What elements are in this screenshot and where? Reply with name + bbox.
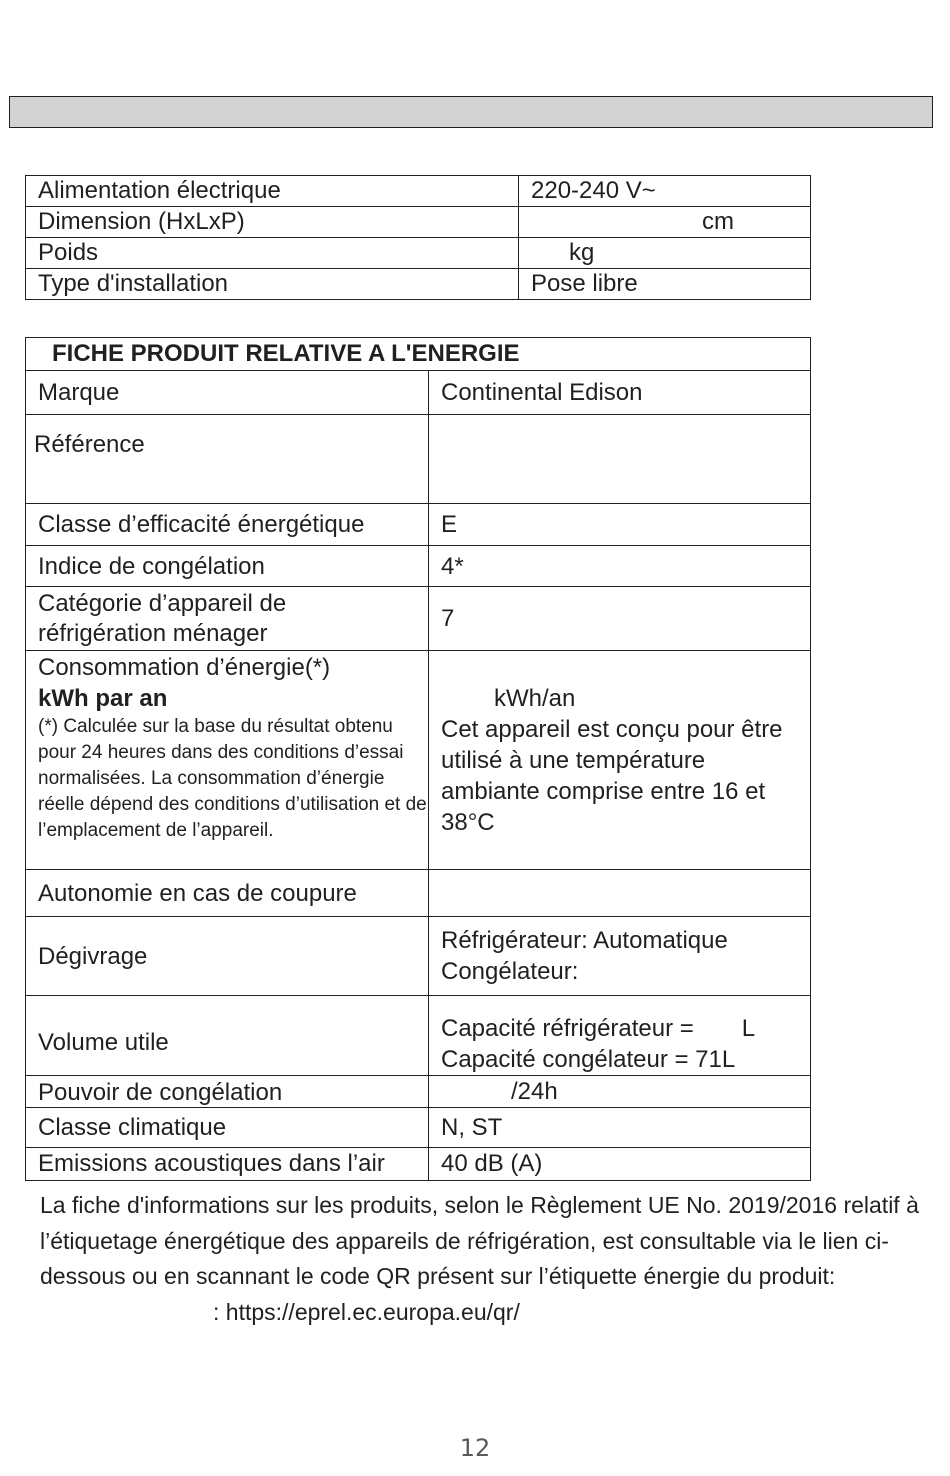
table-row [26,651,811,870]
table-row [26,546,811,587]
row-value: Continental Edison [429,371,811,415]
volume-freezer: Capacité congélateur = 71L [441,1046,736,1073]
row-label: Emissions acoustiques dans l’air [26,1148,429,1181]
table-row [26,587,811,651]
table-row [26,207,811,238]
row-label: Volume utile [26,996,429,1076]
row-value: N, ST [429,1108,811,1148]
row-label: Référence [26,415,429,504]
row-label: Autonomie en cas de coupure [26,870,429,917]
table-row [26,415,811,504]
table-row [26,1148,811,1181]
row-label [26,587,429,651]
table-row [26,371,811,415]
table-row [26,917,811,996]
table-row [26,870,811,917]
table-row [26,338,811,371]
spec-label: Poids [26,238,519,269]
specs-table [25,175,811,300]
row-label: Dégivrage [26,917,429,996]
temperature-note: Cet appareil est conçu pour être utilisé à une température ambiante comprise entre 16 et 38°C [441,716,783,836]
spec-value: kg [519,238,811,269]
eprel-link[interactable]: : https://eprel.ec.europa.eu/qr/ [213,1298,520,1325]
table-row [26,1108,811,1148]
eprel-paragraph: La fiche d'informations sur les produits, selon le Règlement UE No. 2019/2016 relatif à l’étiquetage énergétique des appareils de réfrigération, est consultable via le lien ci-dessous ou en scannant le code QR présent sur l’étiquette énergie du produit: [40,1192,919,1289]
volume-fridge-unit: L [741,1015,756,1042]
energy-sheet-table [25,337,811,1181]
row-label: Indice de congélation [26,546,429,587]
row-value [429,996,811,1076]
row-label: Pouvoir de congélation [26,1076,429,1108]
table-row [26,996,811,1076]
volume-fridge [441,1013,810,1044]
consumption-unit-label: kWh par an [38,685,168,712]
row-value: 4* [429,546,811,587]
row-value [429,415,811,504]
row-value: E [429,504,811,546]
consumption-value: kWh/an [494,685,576,712]
spec-value: 220-240 V~ [519,176,811,207]
table-row [26,269,811,300]
row-label: Marque [26,371,429,415]
row-value [429,870,811,917]
row-label: Classe climatique [26,1108,429,1148]
row-label [26,651,429,870]
eprel-info [40,1188,930,1330]
consumption-label: Consommation d’énergie(*) [38,654,331,681]
spec-value: cm [519,207,811,238]
table-row [26,1076,811,1108]
table-row [26,238,811,269]
volume-fridge-label: Capacité réfrigérateur = [441,1015,694,1042]
label-line: Catégorie d’appareil de [38,589,287,617]
spec-value: Pose libre [519,269,811,300]
sheet-title: FICHE PRODUIT RELATIVE A L'ENERGIE [26,338,811,371]
spec-label: Alimentation électrique [26,176,519,207]
table-row [26,176,811,207]
row-value [429,651,811,870]
header-bar [9,96,933,128]
row-value: /24h [429,1076,811,1108]
row-label: Classe d’efficacité énergétique [26,504,429,546]
row-value [429,917,811,996]
table-row [26,504,811,546]
consumption-footnote: (*) Calculée sur la base du résultat obtenu pour 24 heures dans des conditions d’essai normalisées. La consommation d’énergie réelle dépend des conditions d’utilisation et de l’emplacement de l’appareil. [38,716,427,841]
label-line: réfrigération ménager [38,619,268,647]
spec-label: Type d'installation [26,269,519,300]
row-value: 7 [429,587,811,651]
spec-label: Dimension (HxLxP) [26,207,519,238]
row-value: 40 dB (A) [429,1148,811,1181]
defrost-freezer: Congélateur: [441,958,579,985]
defrost-fridge: Réfrigérateur: Automatique [441,927,728,954]
page-number: 12 [459,1434,491,1462]
